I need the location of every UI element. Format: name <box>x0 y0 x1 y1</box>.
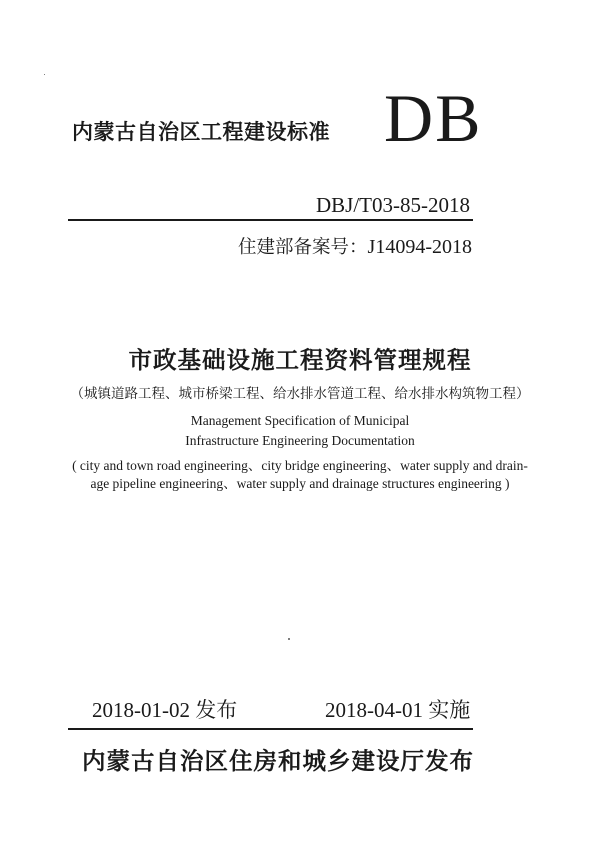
document-title-zh: 市政基础设施工程资料管理规程 <box>128 346 472 374</box>
scan-speck <box>288 638 290 640</box>
document-subtitle-zh: （城镇道路工程、城市桥梁工程、给水排水管道工程、给水排水构筑物工程） <box>70 386 530 402</box>
bottom-divider <box>68 728 473 730</box>
db-standard-mark: DB <box>384 80 483 156</box>
document-title-en-line-4: age pipeline engineering、water supply and drainage structures engineering ) <box>90 476 510 491</box>
record-number-value: J14094-2018 <box>367 236 472 258</box>
top-divider <box>68 219 473 221</box>
record-number-line <box>238 233 472 259</box>
record-number-label: 住建部备案号： <box>238 237 368 258</box>
scan-speck <box>44 74 45 75</box>
standard-number: DBJ/T03-85-2018 <box>316 193 470 217</box>
standard-category-label: 内蒙古自治区工程建设标准 <box>72 120 330 144</box>
publisher: 内蒙古自治区住房和城乡建设厅发布 <box>82 747 474 775</box>
document-title-en-line-1: Management Specification of Municipal <box>190 413 410 428</box>
issue-date: 2018-01-02 发布 <box>92 698 238 722</box>
document-title-en-line-2: Infrastructure Engineering Documentation <box>185 433 415 448</box>
implementation-date: 2018-04-01 实施 <box>325 698 471 722</box>
document-title-en-line-3: ( city and town road engineering、city bridge engineering、water supply and drain- <box>72 458 528 473</box>
